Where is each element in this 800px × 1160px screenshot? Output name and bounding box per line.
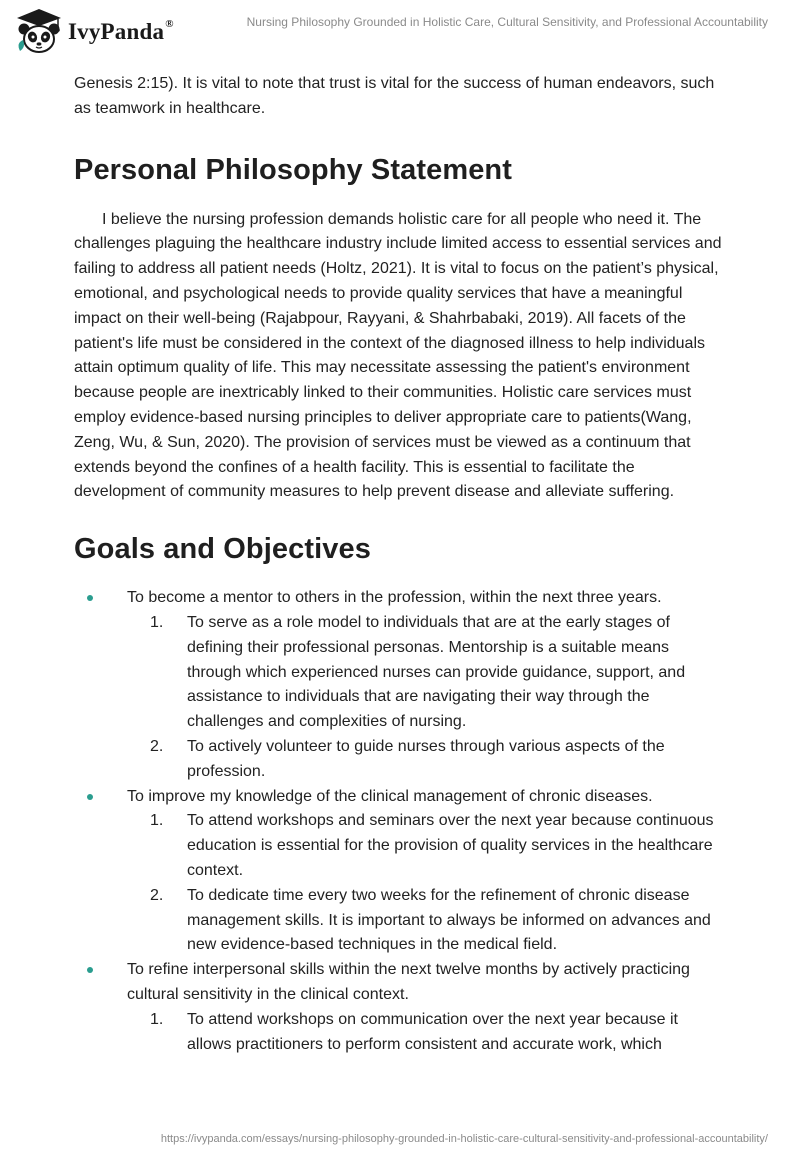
objective-item	[127, 884, 724, 958]
goal-text: To improve my knowledge of the clinical management of chronic diseases.	[127, 787, 653, 805]
objective-text: To dedicate time every two weeks for the refinement of chronic disease management skills. It is important to always be informed on advances and new evidence-based techniques in the medical field.	[187, 886, 711, 954]
philosophy-paragraph: I believe the nursing profession demands holistic care for all people who need it. The challenges plaguing the healthcare industry include limited access to essential services and failing to address all patient needs (Holtz, 2021). It is vital to focus on the patient’s physical, emotional, and psychological needs to provide quality services that have a meaningful impact on their well-being (Rajabpour, Rayyani, & Shahrbabaki, 2019). All facets of the patient's life must be considered in the context of the diagnosed illness to help individuals attain optimum quality of life. This may necessitate assessing the patient's environment because people are inextricably linked to their communities. Holistic care services must employ evidence-based nursing principles to deliver appropriate care to patients(Wang, Zeng, Wu, & Sun, 2020). The provision of services must be viewed as a continuum that extends beyond the confines of a health facility. This is essential to facilitate the development of community measures to help prevent disease and alleviate suffering.	[74, 210, 722, 501]
objective-list	[127, 1008, 724, 1058]
objective-list	[127, 809, 724, 958]
objective-number: 1.	[150, 812, 164, 830]
objective-item	[127, 735, 724, 785]
document-title: Nursing Philosophy Grounded in Holistic Care, Cultural Sensitivity, and Professional Accountability	[246, 15, 768, 29]
goals-list	[74, 586, 724, 1057]
objective-item	[127, 1008, 724, 1058]
goal-item	[74, 785, 724, 959]
essay-content	[74, 72, 724, 1057]
objective-number: 2.	[150, 886, 164, 904]
ivypanda-logo[interactable]	[14, 7, 174, 57]
bullet-icon	[87, 967, 93, 973]
bullet-icon	[87, 794, 93, 800]
objective-item	[127, 809, 724, 883]
intro-paragraph: Genesis 2:15). It is vital to note that trust is vital for the success of human endeavors, such as teamwork in healthcare.	[74, 75, 715, 117]
bullet-icon	[87, 595, 93, 601]
objective-item	[127, 611, 724, 735]
source-url-link[interactable]: https://ivypanda.com/essays/nursing-philosophy-grounded-in-holistic-care-cultural-sensitivity-and-professional-accountability/	[160, 1133, 768, 1145]
philosophy-heading: Personal Philosophy Statement	[74, 153, 512, 186]
goal-text: To become a mentor to others in the profession, within the next three years.	[127, 589, 662, 607]
goal-text: To refine interpersonal skills within the next twelve months by actively practicing cultural sensitivity in the clinical context.	[127, 961, 690, 1003]
objective-text: To attend workshops on communication over the next year because it allows practitioners to perform consistent and accurate work, which	[187, 1010, 678, 1053]
panda-graduate-icon	[14, 7, 64, 57]
brand-name: IvyPanda®	[68, 18, 174, 44]
objective-text: To actively volunteer to guide nurses through various aspects of the profession.	[187, 737, 665, 780]
goal-item	[74, 958, 724, 1057]
page-header	[0, 0, 800, 70]
objective-number: 1.	[150, 613, 164, 631]
page-footer	[0, 1133, 800, 1145]
objective-list	[127, 611, 724, 785]
objective-number: 2.	[150, 737, 164, 755]
goal-item	[74, 586, 724, 784]
objective-number: 1.	[150, 1010, 164, 1028]
goals-heading: Goals and Objectives	[74, 533, 371, 566]
objective-text: To attend workshops and seminars over the next year because continuous education is essential for the provision of quality services in the healthcare context.	[187, 812, 714, 879]
objective-text: To serve as a role model to individuals that are at the early stages of defining their professional personas. Mentorship is a suitable means through which experienced nurses can provide guidance, support, and assistance to individuals that are navigating their way through the challenges and complexities of nursing.	[187, 613, 686, 731]
